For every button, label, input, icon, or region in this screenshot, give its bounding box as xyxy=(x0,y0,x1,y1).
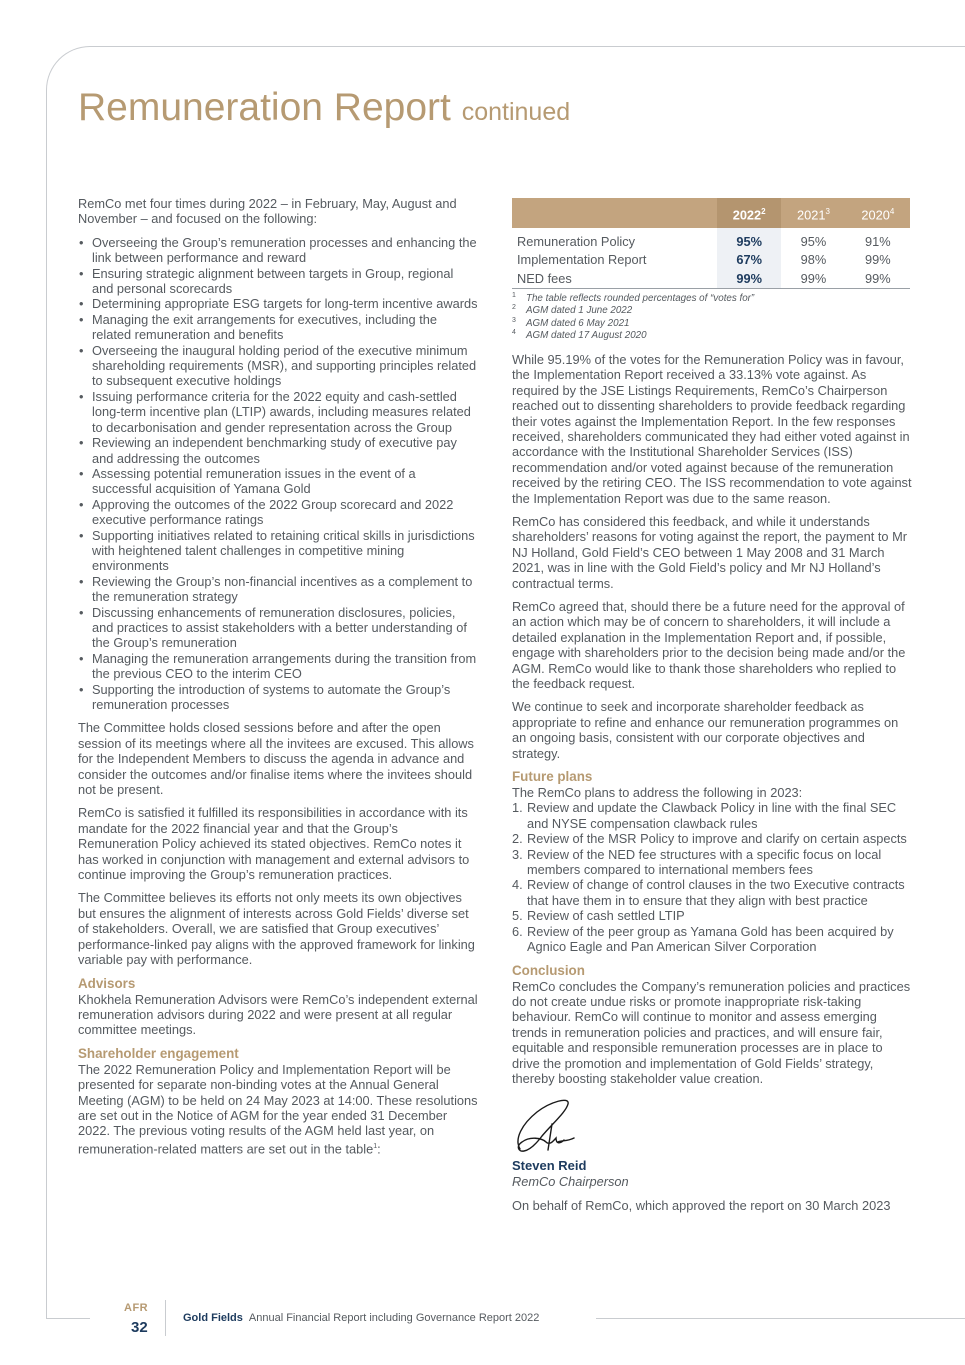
signature-image xyxy=(512,1094,582,1156)
footnote: 2 AGM dated 1 June 2022 xyxy=(512,304,633,317)
table-cell: 95% xyxy=(717,232,781,251)
engagement-paragraph: The 2022 Remuneration Policy and Implementation Report will be presented for separate non-binding votes at the Annual General Meeting (AGM) to be held on 24 May 2023 at 14:00. These resolutions are set out in the Notice of AGM for the year ended 31 December 2022. The previous voting results of the AGM held last year, on remuneration-related matters are set out in the table$^1$: xyxy=(78,1061,478,1157)
table-cell: 99% xyxy=(865,252,891,268)
table-header-label xyxy=(512,198,717,228)
table-row xyxy=(512,251,910,270)
list-item: 2. Review of the MSR Policy to improve and clarify on certain aspects xyxy=(512,831,907,847)
footer-brand: Gold Fields xyxy=(183,1312,243,1324)
conclusion-heading: Conclusion xyxy=(512,962,585,978)
signatory-name: Steven Reid xyxy=(512,1158,587,1174)
table-footnotes xyxy=(512,293,912,343)
col-header-2022: 2022$^2$ xyxy=(717,198,781,228)
agreed-paragraph: RemCo agreed that, should there be a future need for the approval of an action which may be of concern to shareholders, it will include a detailed explanation in the Implementation Report and, if possible, engage with shareholders prior to the decision being made and/or the AGM. RemCo would like to thank those shareholders who replied to the feedback request. xyxy=(512,598,906,691)
table-cell: 99% xyxy=(781,269,845,288)
footer-rule-left xyxy=(46,1318,90,1319)
continue-paragraph: We continue to seek and incorporate shareholder feedback as appropriate to refine and enhance our remuneration programmes on an ongoing basis, consistent with our corporate objectives and strategy. xyxy=(512,699,899,761)
list-item: • Discussing enhancements of remuneration disclosures, policies, and practices to assist stakeholders with a better understanding of the Group’s remuneration xyxy=(78,605,478,651)
conclusion-paragraph: RemCo concludes the Company’s remuneration policies and practices do not create undue risks or promote inappropriate risk-taking behaviour. RemCo will continue to monitor and assess emerging trends in remuneration policies and practices, and will ensure fair, equitable and responsible remuneration processes are in place to drive the promotion and implementation of Gold Fields’ strategy, thereby boosting stakeholder value creation. xyxy=(512,978,911,1086)
intro-paragraph: RemCo met four times during 2022 – in February, May, August and November – and focused on the following: xyxy=(78,196,457,227)
future-plans-intro: The RemCo plans to address the following in 2023: xyxy=(512,785,803,801)
signatory-role: RemCo Chairperson xyxy=(512,1173,629,1189)
table-cell: 98% xyxy=(800,252,827,268)
list-item: • Overseeing the inaugural holding period of the executive minimum shareholding requirements (MSR), and supporting principles related to subsequent executive holdings xyxy=(78,343,478,389)
row-label: NED fees xyxy=(512,269,717,288)
table-cell: 99% xyxy=(717,269,781,288)
list-item: 6. Review of the peer group as Yamana Gold has been acquired by Agnico Eagle and Pan American Silver Corporation xyxy=(512,923,894,955)
table-cell: 91% xyxy=(865,233,891,249)
list-item: • Managing the exit arrangements for executives, including the related remuneration and benefits xyxy=(78,312,478,343)
col-header-2021: 2021$^3$ xyxy=(781,198,845,228)
list-item: • Issuing performance criteria for the 2022 equity and cash-settled long-term incentive plan (LTIP) awards, including measures related to decarbonisation and gender representation across the Group xyxy=(78,389,478,435)
right-column xyxy=(512,198,912,1214)
footnote: 4 AGM dated 17 August 2020 xyxy=(512,329,647,342)
future-plans-heading: Future plans xyxy=(512,769,593,785)
footer-rule-right xyxy=(596,1318,965,1319)
believes-paragraph: The Committee believes its efforts not only meets its own objectives but ensures the alignment of interests across Gold Fields’ diverse set of stakeholders. Overall, we are satisfied that Group executives’ performance-linked pay aligns with the approved framework for linking variable pay with performance. xyxy=(78,890,475,968)
list-item: • Supporting the introduction of systems to automate the Group’s remuneration processes xyxy=(78,682,478,713)
engagement-heading: Shareholder engagement xyxy=(78,1045,239,1061)
list-item: • Supporting initiatives related to retaining critical skills in jurisdictions with heightened talent challenges in competitive mining environments xyxy=(78,528,478,574)
votes-table xyxy=(512,198,910,289)
list-item: 1. Review and update the Clawback Policy in line with the final SEC and NYSE compensation clawback rules xyxy=(512,800,897,831)
footer-divider xyxy=(165,1300,166,1336)
table-row xyxy=(512,269,910,288)
col-header-2020: 2020$^4$ xyxy=(846,198,910,228)
considered-paragraph: RemCo has considered this feedback, and while it understands shareholders’ reasons for voting against the report, the payment to Mr NJ Holland, Gold Field’s CEO between 1 May 2008 and 31 March 2021, was in line with the Gold Field’s policy and Mr NJ Holland’s contractual terms. xyxy=(512,513,908,591)
footnote: 1 The table reflects rounded percentages of “votes for” xyxy=(512,291,755,304)
footer-title xyxy=(183,1312,539,1324)
list-item: • Approving the outcomes of the 2022 Group scorecard and 2022 executive performance ratings xyxy=(78,497,478,528)
focus-list xyxy=(78,235,478,713)
table-cell: 99% xyxy=(846,269,910,288)
list-item: 3. Review of the NED fee structures with a specific focus on local members compared to international members fees xyxy=(512,846,882,878)
votes-paragraph: While 95.19% of the votes for the Remuneration Policy was in favour, the Implementation Report received a 33.13% vote against. As required by the JSE Listings Requirements, RemCo’s Chairperson reached out to dissenting shareholders to provide feedback regarding their votes against the Implementation Report. In the few responses received, shareholders communicated they had either voted against in accordance with the Institutional Shareholder Services (ISS) recommendation and/or voted against because of the remuneration received by the retiring CEO. The ISS recommendation to vote against the Implementation Report was due to the same reason. xyxy=(512,351,912,506)
satisfied-paragraph: RemCo is satisfied it fulfilled its responsibilities in accordance with its mandate for the 2022 financial year and that the Group’s Remuneration Policy achieved its stated objectives. RemCo notes it has worked in conjunction with management and external advisors to continue improving the Group’s remuneration practices. xyxy=(78,805,470,883)
page-number: 32 xyxy=(131,1319,148,1336)
advisors-paragraph: Khokhela Remuneration Advisors were RemCo’s independent external remuneration advisors during 2022 and were present at all regular committee meetings. xyxy=(78,991,478,1038)
footnote: 3 AGM dated 6 May 2021 xyxy=(512,316,630,329)
table-cell: 67% xyxy=(717,251,781,270)
list-item: 5. Review of cash settled LTIP xyxy=(512,908,685,924)
list-item: • Assessing potential remuneration issues in the event of a successful acquisition of Yamana Gold xyxy=(78,466,478,497)
approval-note: On behalf of RemCo, which approved the report on 30 March 2023 xyxy=(512,1198,891,1214)
list-item: • Overseeing the Group’s remuneration processes and enhancing the link between performance and reward xyxy=(78,235,478,266)
list-item: • Reviewing an independent benchmarking study of executive pay and addressing the outcomes xyxy=(78,435,478,466)
row-label: Remuneration Policy xyxy=(517,233,636,249)
list-item: • Reviewing the Group’s non-financial incentives as a complement to the remuneration strategy xyxy=(78,574,478,605)
closed-sessions-paragraph: The Committee holds closed sessions before and after the open session of its meetings where all the invitees are excused. This allows for the Independent Members to discuss the agenda in advance and consider the outcomes and/or finalise items where the invitees should not be present. xyxy=(78,720,474,798)
table-row xyxy=(512,232,910,251)
row-label: Implementation Report xyxy=(517,252,647,268)
list-item: 4. Review of change of control clauses in the two Executive contracts that have them in to ensure that they align with best practice xyxy=(512,877,905,908)
list-item: • Managing the remuneration arrangements during the transition from the previous CEO to the interim CEO xyxy=(78,651,478,682)
left-column xyxy=(78,196,478,1164)
footer-report: Annual Financial Report including Governance Report 2022 xyxy=(248,1312,540,1324)
footer-section-label: AFR xyxy=(124,1302,149,1314)
table-header-row xyxy=(512,198,910,228)
list-item: • Determining appropriate ESG targets for long-term incentive awards xyxy=(78,296,478,311)
page-title: Remuneration Report continued xyxy=(78,86,571,129)
list-item: • Ensuring strategic alignment between targets in Group, regional and personal scorecards xyxy=(78,266,478,297)
table-cell: 95% xyxy=(800,233,827,249)
advisors-heading: Advisors xyxy=(78,975,136,991)
future-plans-list xyxy=(512,800,912,954)
